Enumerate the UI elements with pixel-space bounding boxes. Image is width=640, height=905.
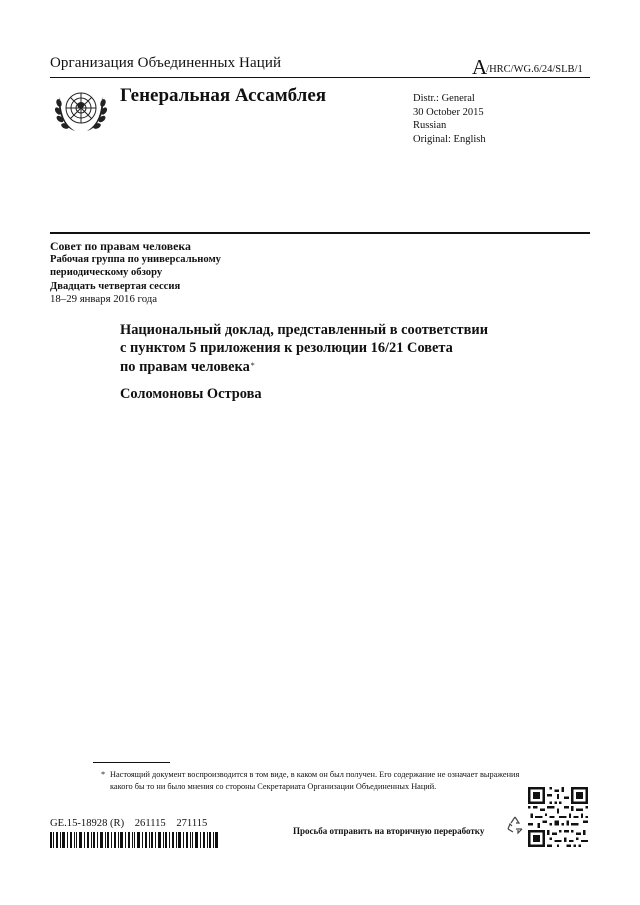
distribution-line: Distr.: General (413, 93, 475, 104)
barcode-icon (50, 832, 218, 848)
report-title-line-2: с пунктом 5 приложения к резолюции 16/21 Совета (120, 339, 453, 356)
header-rule (50, 77, 590, 78)
council-name: Совет по правам человека (50, 239, 191, 253)
distribution-language: Russian (413, 120, 447, 132)
recycle-note: Просьба отправить на вторичную переработку (293, 826, 485, 836)
distribution-date: 30 October 2015 (413, 106, 484, 118)
assembly-title: Генеральная Ассамблея (120, 85, 327, 106)
document-symbol-letter: A (472, 55, 488, 79)
section-rule (50, 232, 590, 234)
recycle-icon (505, 815, 525, 835)
country-name: Соломоновы Острова (120, 386, 262, 402)
footnote-rule (93, 762, 170, 763)
session-dates: 18–29 января 2016 года (50, 292, 158, 305)
working-group-line-2: периодическому обзору (50, 267, 163, 279)
footnote-mark: * (101, 770, 106, 779)
session-name: Двадцать четвертая сессия (50, 280, 181, 292)
document-symbol-rest: /HRC/WG.6/24/SLB/1 (486, 64, 583, 75)
organization-name: Организация Объединенных Наций (50, 55, 282, 71)
document-code: GE.15-18928 (R) 261115 271115 (50, 818, 208, 829)
distribution-original: Original: English (413, 133, 486, 145)
footnote (101, 769, 520, 794)
distribution-block (413, 92, 486, 146)
footnote-text: Настоящий документ воспроизводится в том виде, в каком он был получен. Его содержание не означает выражения какого бы то ни было мнения со стороны Секретариата Организации Объединенных Наций. (110, 770, 520, 792)
report-title (120, 322, 540, 377)
footnote-reference[interactable]: * (250, 361, 255, 370)
session-info (50, 240, 221, 306)
report-title-line-1: Национальный доклад, представленный в соответствии (120, 322, 488, 338)
report-title-line-3: по правам человека* (120, 359, 255, 375)
un-emblem-icon (50, 79, 112, 141)
working-group-line-1: Рабочая группа по универсальному (50, 254, 221, 266)
qr-code-icon (528, 787, 588, 847)
